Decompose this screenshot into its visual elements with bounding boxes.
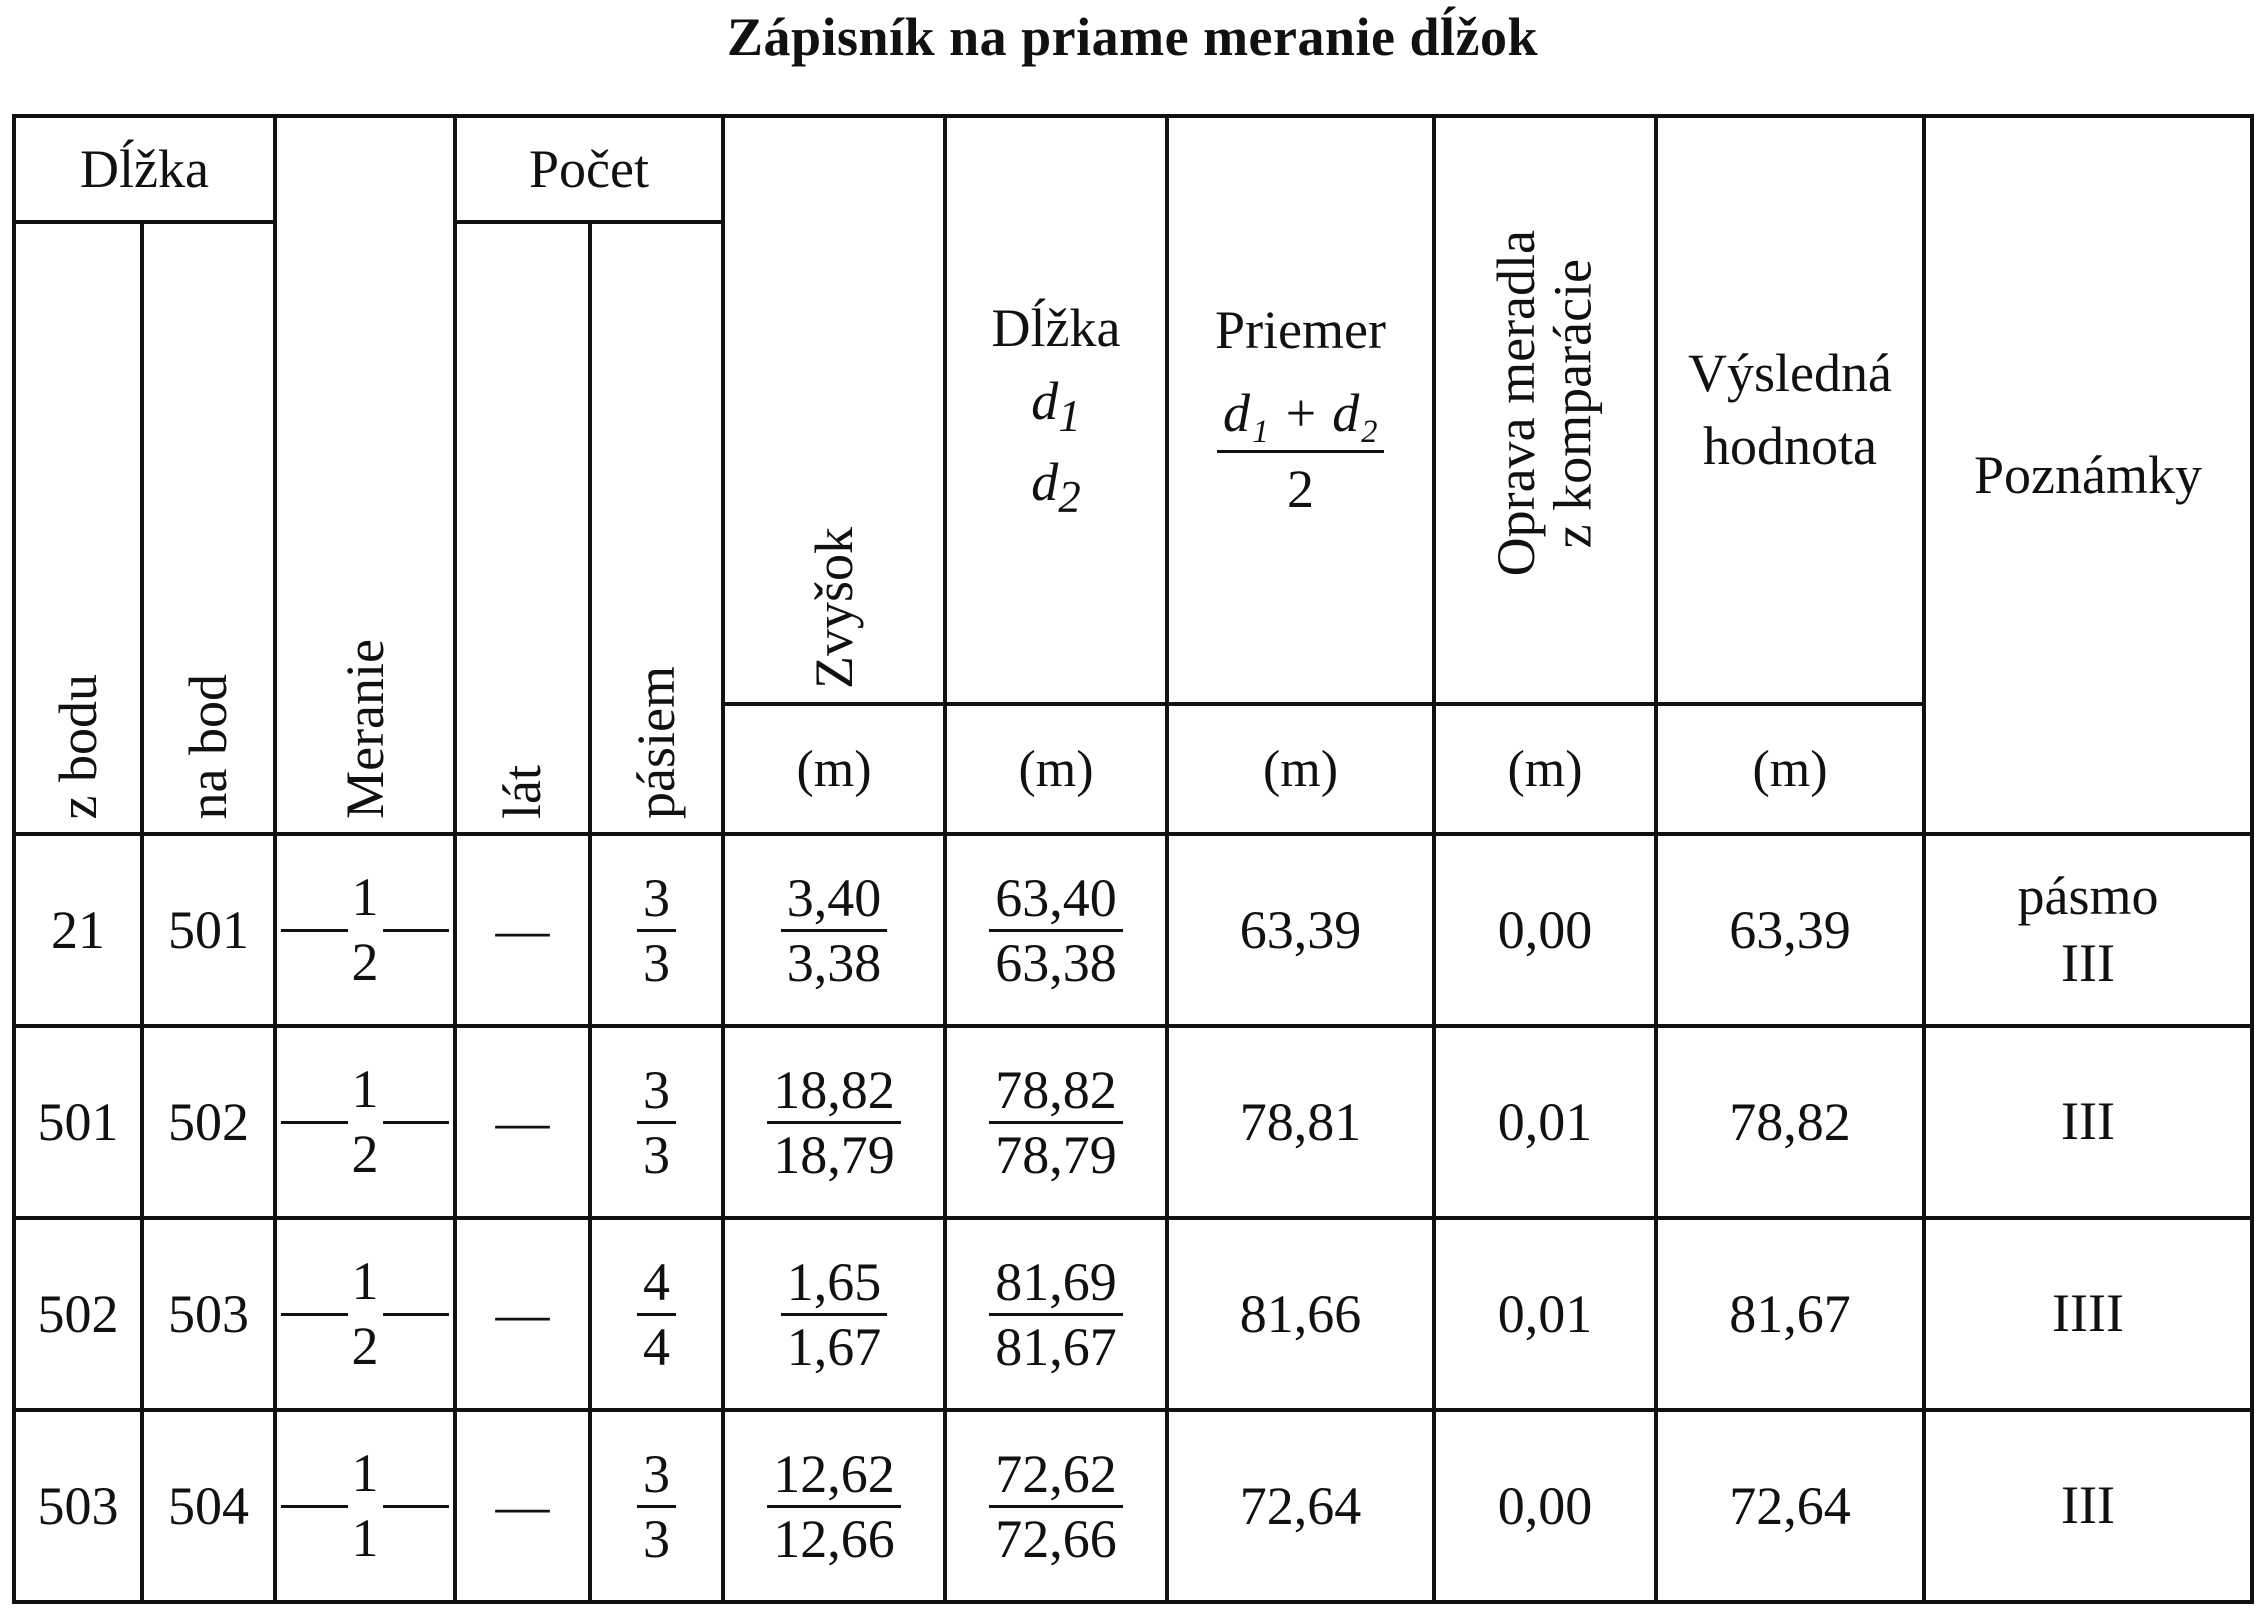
header-z-bodu: z bodu bbox=[14, 222, 142, 834]
cell-meranie: 1 2 bbox=[275, 834, 455, 1026]
cell-na-bod: 503 bbox=[142, 1218, 275, 1410]
cell-dlzka: $\frac{81,69}{81,67}$ bbox=[945, 1218, 1167, 1410]
cell-poznamky: pásmo III bbox=[1924, 834, 2252, 1026]
header-dlzka-group: Dĺžka bbox=[14, 116, 275, 222]
header-dlzka: Dĺžka $d_1$ $d_2$ bbox=[945, 116, 1167, 704]
cell-oprava: 0,01 bbox=[1434, 1218, 1656, 1410]
cell-dlzka: $\frac{72,62}{72,66}$ bbox=[945, 1410, 1167, 1602]
cell-priemer: 81,66 bbox=[1167, 1218, 1434, 1410]
cell-priemer: 63,39 bbox=[1167, 834, 1434, 1026]
header-oprava: Oprava meradla z komparácie bbox=[1434, 116, 1656, 704]
cell-vysledna: 72,64 bbox=[1656, 1410, 1924, 1602]
cell-z-bodu: 502 bbox=[14, 1218, 142, 1410]
header-vysledna-hodnota: Výsledná hodnota bbox=[1656, 116, 1924, 704]
cell-lat: — bbox=[455, 834, 590, 1026]
cell-z-bodu: 21 bbox=[14, 834, 142, 1026]
unit-dlzka: (m) bbox=[945, 704, 1167, 834]
cell-lat: — bbox=[455, 1218, 590, 1410]
header-pocet-group: Počet bbox=[455, 116, 723, 222]
cell-na-bod: 504 bbox=[142, 1410, 275, 1602]
table-row bbox=[14, 1218, 2252, 1410]
unit-vysledna: (m) bbox=[1656, 704, 1924, 834]
header-zvysok: Zvyšok bbox=[723, 116, 945, 704]
cell-vysledna: 63,39 bbox=[1656, 834, 1924, 1026]
unit-priemer: (m) bbox=[1167, 704, 1434, 834]
header-lat: lát bbox=[455, 222, 590, 834]
table-row bbox=[14, 1410, 2252, 1602]
cell-zvysok: $\frac{12,62}{12,66}$ bbox=[723, 1410, 945, 1602]
header-meranie: Meranie bbox=[275, 116, 455, 834]
cell-poznamky: III bbox=[1924, 1026, 2252, 1218]
cell-pasiem: $\frac{3}{3}$ bbox=[590, 834, 723, 1026]
cell-lat: — bbox=[455, 1410, 590, 1602]
cell-pasiem: $\frac{4}{4}$ bbox=[590, 1218, 723, 1410]
cell-priemer: 72,64 bbox=[1167, 1410, 1434, 1602]
cell-lat: — bbox=[455, 1026, 590, 1218]
cell-meranie: 1 2 bbox=[275, 1026, 455, 1218]
cell-oprava: 0,00 bbox=[1434, 834, 1656, 1026]
cell-meranie: 1 1 bbox=[275, 1410, 455, 1602]
document-title: Zápisník na priame meranie dĺžok bbox=[726, 7, 1539, 67]
table-row bbox=[14, 1026, 2252, 1218]
cell-poznamky: IIII bbox=[1924, 1218, 2252, 1410]
cell-priemer: 78,81 bbox=[1167, 1026, 1434, 1218]
cell-pasiem: $\frac{3}{3}$ bbox=[590, 1026, 723, 1218]
unit-zvysok: (m) bbox=[723, 704, 945, 834]
cell-z-bodu: 501 bbox=[14, 1026, 142, 1218]
cell-oprava: 0,00 bbox=[1434, 1410, 1656, 1602]
cell-zvysok: $\frac{1,65}{1,67}$ bbox=[723, 1218, 945, 1410]
cell-z-bodu: 503 bbox=[14, 1410, 142, 1602]
cell-dlzka: $\frac{78,82}{78,79}$ bbox=[945, 1026, 1167, 1218]
unit-oprava: (m) bbox=[1434, 704, 1656, 834]
table-row bbox=[14, 834, 2252, 1026]
header-pasiem: pásiem bbox=[590, 222, 723, 834]
cell-oprava: 0,01 bbox=[1434, 1026, 1656, 1218]
cell-poznamky: III bbox=[1924, 1410, 2252, 1602]
cell-meranie: 1 2 bbox=[275, 1218, 455, 1410]
cell-pasiem: $\frac{3}{3}$ bbox=[590, 1410, 723, 1602]
cell-zvysok: $\frac{18,82}{18,79}$ bbox=[723, 1026, 945, 1218]
cell-na-bod: 502 bbox=[142, 1026, 275, 1218]
measurement-log-table bbox=[12, 114, 2254, 1604]
cell-zvysok: $\frac{3,40}{3,38}$ bbox=[723, 834, 945, 1026]
cell-vysledna: 78,82 bbox=[1656, 1026, 1924, 1218]
header-poznamky: Poznámky bbox=[1924, 116, 2252, 834]
cell-vysledna: 81,67 bbox=[1656, 1218, 1924, 1410]
header-na-bod: na bod bbox=[142, 222, 275, 834]
cell-na-bod: 501 bbox=[142, 834, 275, 1026]
cell-dlzka: $\frac{63,40}{63,38}$ bbox=[945, 834, 1167, 1026]
header-priemer: Priemer $\frac{\text{d₁ + d₂}}{2}$ bbox=[1167, 116, 1434, 704]
